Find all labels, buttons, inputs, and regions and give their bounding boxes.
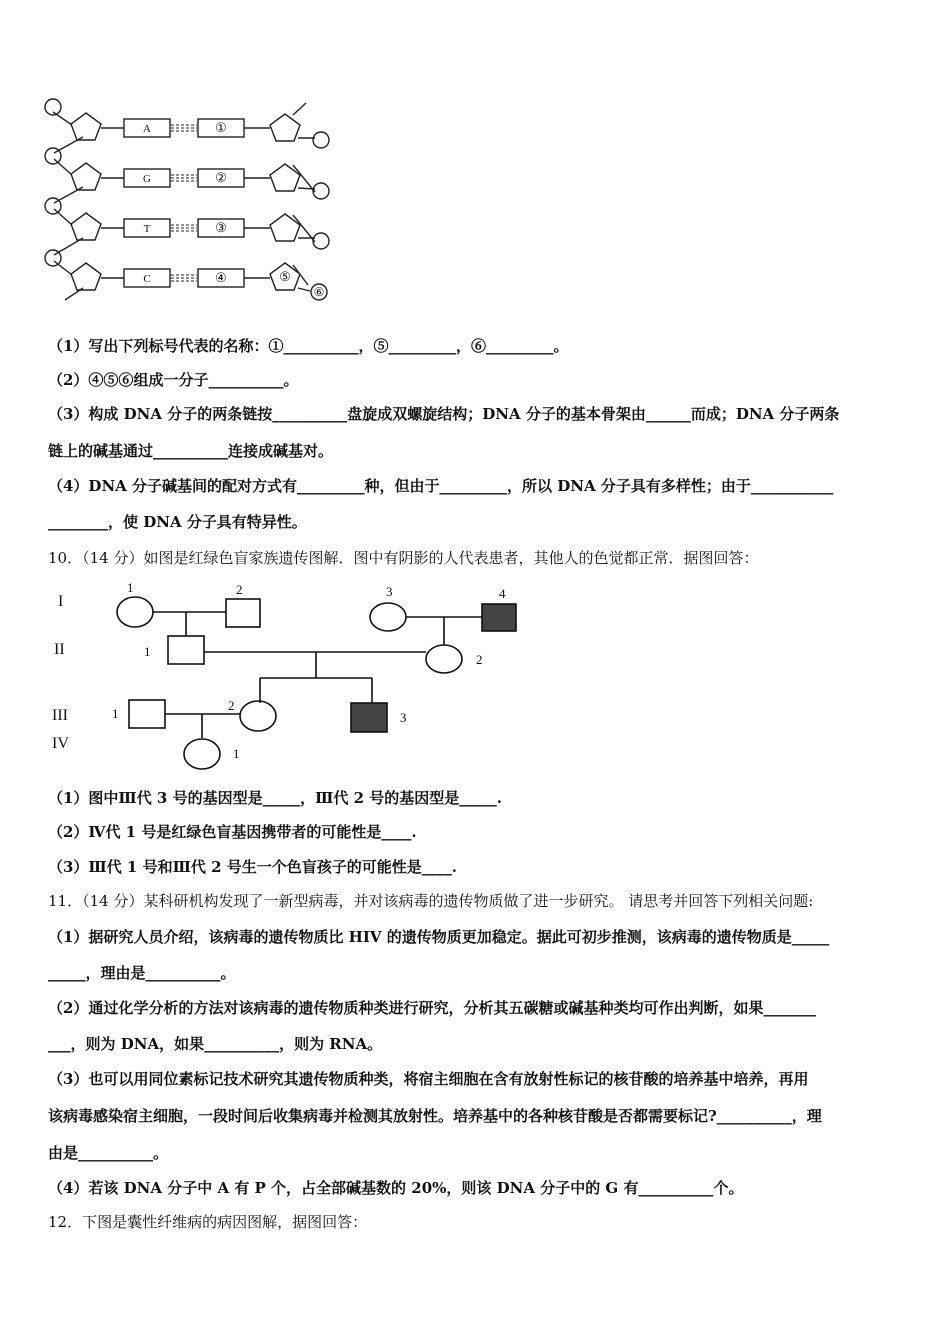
gen-label-ii: II: [54, 641, 65, 658]
iii3-num: 3: [400, 710, 407, 725]
mark-1: ①: [215, 120, 227, 135]
deoxyribose-right-1: [270, 114, 300, 141]
q11-sub4: （4）若该 DNA 分子中 A 有 P 个，占全部碱基数的 20%，则该 DNA 分子中的 G 有__________个。: [48, 1179, 744, 1197]
gen-label-iii: III: [52, 707, 68, 724]
q9-sub3-cont: 链上的碱基通过__________连接成碱基对。: [48, 442, 334, 460]
i4-num: 4: [499, 586, 506, 601]
dna-structure-diagram: [40, 95, 340, 307]
i3-num: 3: [386, 584, 393, 599]
i1-num: 1: [127, 580, 134, 595]
q10-stem: 10．（14 分）如图是红绿色盲家族遗传图解．图中有阴影的人代表患者，其他人的色觉都正常．据图回答：: [48, 549, 759, 567]
base-label-1: A: [143, 123, 151, 135]
mark-5: ⑤: [279, 269, 291, 284]
mark-2: ②: [215, 170, 227, 185]
iii2-num: 2: [228, 698, 235, 713]
phosphate-right-2: [313, 183, 329, 199]
q9-sub2: （2）④⑤⑥组成一分子__________。: [48, 371, 299, 389]
iii1-num: 1: [112, 706, 119, 721]
q11-sub3-cont2: 由是__________。: [48, 1144, 169, 1162]
ii1-male: [168, 636, 204, 664]
i1-female: [117, 597, 153, 627]
ii1-num: 1: [144, 644, 151, 659]
q9-sub3: （3）构成 DNA 分子的两条链按__________盘旋成双螺旋结构；DNA 分子的基本骨架由______而成；DNA 分子两条: [48, 405, 840, 423]
iii3-male-affected: [351, 703, 387, 732]
q9-sub1: （1）写出下列标号代表的名称：①__________，⑤_________，⑥_________。: [48, 337, 569, 355]
q11-sub2: （2）通过化学分析的方法对该病毒的遗传物质种类进行研究，分析其五碳糖或碱基种类均可作出判断，如果_______: [48, 999, 816, 1017]
i3-female: [370, 603, 406, 631]
ii2-female: [426, 645, 462, 673]
gen-label-iv: IV: [52, 735, 69, 752]
iii2-female: [240, 701, 276, 731]
deoxyribose-left-2: [71, 163, 101, 190]
phosphate-left-2: [45, 148, 61, 164]
mark-6: ⑥: [313, 285, 325, 299]
i2-num: 2: [236, 582, 243, 597]
deoxyribose-left-3: [71, 213, 101, 240]
phosphate-left-4: [45, 250, 61, 266]
q10-sub2: （2）Ⅳ代 1 号是红绿色盲基因携带者的可能性是____.: [48, 823, 417, 841]
deoxyribose-left-4: [71, 263, 101, 290]
mark-3: ③: [215, 220, 227, 235]
q11-sub2-cont: ___，则为 DNA，如果__________，则为 RNA。: [48, 1035, 383, 1053]
q11-sub3: （3）也可以用同位素标记技术研究其遗传物质种类，将宿主细胞在含有放射性标记的核苷酸的培养基中培养，再用: [48, 1070, 809, 1088]
base-label-2: G: [143, 173, 151, 185]
base-label-3: T: [143, 223, 151, 235]
pedigree-diagram: [40, 580, 540, 775]
base-label-4: C: [143, 273, 151, 285]
i4-male-affected: [482, 604, 516, 631]
q11-sub1: （1）据研究人员介绍，该病毒的遗传物质比 HIV 的遗传物质更加稳定。据此可初步推测，该病毒的遗传物质是_____: [48, 928, 830, 946]
ii2-num: 2: [476, 652, 483, 667]
mark-4: ④: [215, 270, 227, 285]
i2-male: [226, 599, 260, 627]
q10-sub1: （1）图中Ⅲ代 3 号的基因型是_____，Ⅲ代 2 号的基因型是_____.: [48, 789, 502, 807]
q11-sub3-cont: 该病毒感染宿主细胞，一段时间后收集病毒并检测其放射性。培养基中的各种核苷酸是否都需要标记?__________，理: [48, 1107, 822, 1125]
q11-sub1-cont: _____，理由是__________。: [48, 964, 236, 982]
phosphate-left-3: [45, 198, 61, 214]
phosphate-right-3: [313, 233, 329, 249]
iv1-num: 1: [233, 746, 240, 761]
phosphate-right-1: [313, 132, 329, 148]
q11-stem: 11．（14 分）某科研机构发现了一新型病毒，并对该病毒的遗传物质做了进一步研究。 请思考并回答下列相关问题:: [48, 892, 814, 910]
iv1-female: [184, 739, 220, 769]
q9-sub4-cont: ________，使 DNA 分子具有特异性。: [48, 513, 307, 531]
gen-label-i: I: [58, 593, 64, 610]
iii1-male: [129, 700, 165, 728]
q10-sub3: （3）Ⅲ代 1 号和Ⅲ代 2 号生一个色盲孩子的可能性是____.: [48, 858, 457, 876]
deoxyribose-left-1: [71, 113, 101, 140]
q12-stem: 12．下图是囊性纤维病的病因图解，据图回答：: [48, 1213, 368, 1231]
q9-sub4: （4）DNA 分子碱基间的配对方式有_________种，但由于_________，所以 DNA 分子具有多样性；由于___________: [48, 477, 834, 495]
